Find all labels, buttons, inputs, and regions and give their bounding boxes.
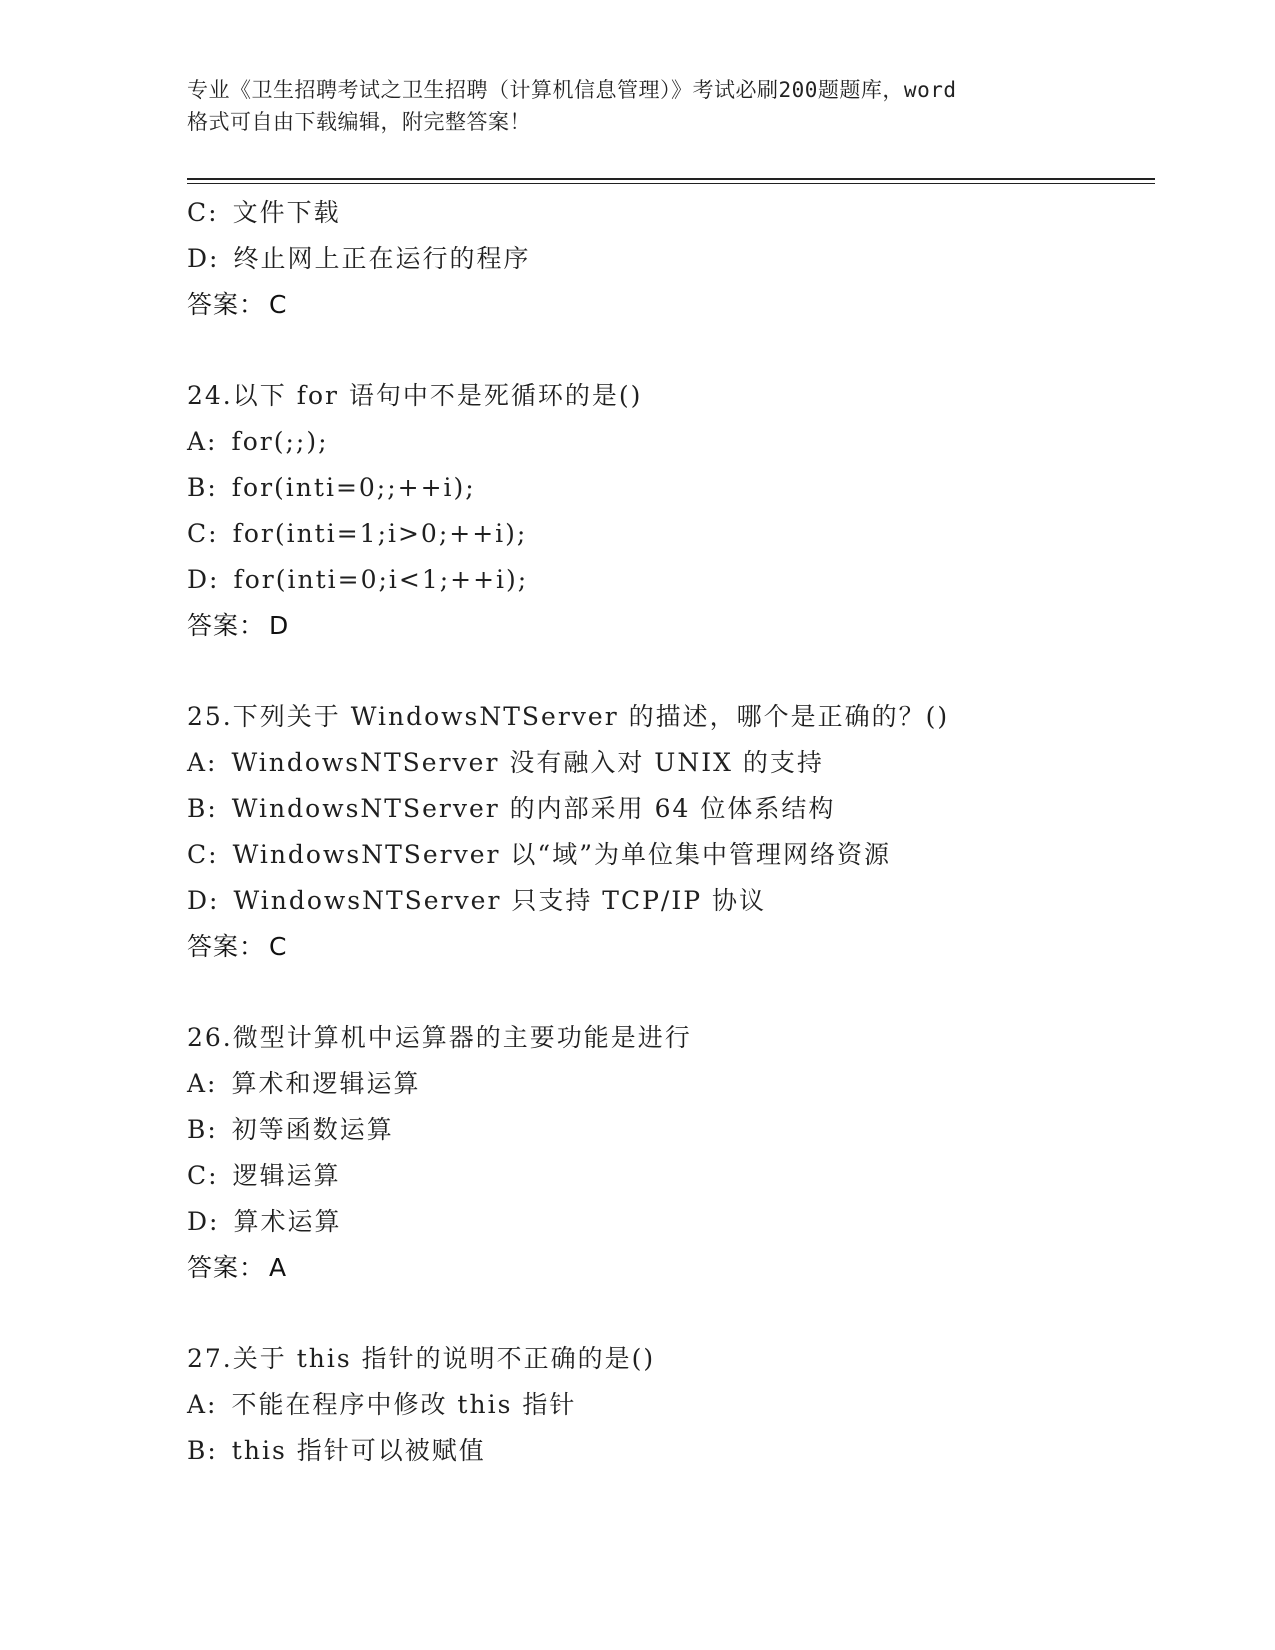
option-label: D:: [187, 886, 220, 915]
answer-line: [187, 924, 1155, 970]
header-divider-thick: [187, 178, 1155, 180]
option-b: [187, 786, 1155, 832]
option-text: this 指针可以被赋值: [231, 1436, 486, 1465]
option-text: 算术运算: [233, 1207, 342, 1236]
option-text: WindowsNTServer 没有融入对 UNIX 的支持: [231, 748, 824, 777]
answer-line: [187, 603, 1155, 649]
question-block-25: [187, 694, 1155, 970]
spacer: [187, 649, 1155, 694]
header-divider-thin: [187, 183, 1155, 184]
option-label: C:: [187, 840, 219, 869]
option-text: WindowsNTServer 以“域”为单位集中管理网络资源: [232, 840, 891, 869]
option-label: B:: [187, 1436, 218, 1465]
option-a: [187, 1382, 1155, 1428]
question-block-partial: [187, 190, 1155, 328]
question-number: 26.: [187, 1023, 233, 1052]
header-line-1: 专业《卫生招聘考试之卫生招聘（计算机信息管理）》考试必刷200题题库，word: [187, 78, 957, 102]
option-text: 文件下载: [232, 198, 341, 227]
question-text: 以下 for 语句中不是死循环的是(): [232, 381, 643, 410]
question-block-26: [187, 1015, 1155, 1291]
answer-value: D: [269, 611, 290, 640]
answer-label: 答案：: [187, 932, 266, 961]
answer-value: C: [269, 932, 288, 961]
option-label: B:: [187, 473, 218, 502]
option-b: [187, 465, 1155, 511]
option-label: B:: [187, 1115, 218, 1144]
answer-label: 答案：: [187, 1253, 266, 1282]
option-text: for(inti=1;i>0;++i);: [232, 519, 528, 548]
spacer: [187, 970, 1155, 1015]
option-text: 不能在程序中修改 this 指针: [231, 1390, 577, 1419]
answer-value: C: [269, 290, 288, 319]
option-text: for(;;);: [231, 427, 329, 456]
option-d: [187, 878, 1155, 924]
question-text: 关于 this 指针的说明不正确的是(): [232, 1344, 656, 1373]
option-c: [187, 832, 1155, 878]
question-text: 微型计算机中运算器的主要功能是进行: [232, 1023, 692, 1052]
answer-value: A: [269, 1253, 288, 1282]
option-b: [187, 1428, 1155, 1474]
option-label: D:: [187, 244, 220, 273]
question-stem: [187, 373, 1155, 419]
option-a: [187, 419, 1155, 465]
document-header: [187, 74, 1087, 138]
option-text: WindowsNTServer 的内部采用 64 位体系结构: [231, 794, 836, 823]
option-label: C:: [187, 1161, 219, 1190]
option-label: A:: [187, 1069, 218, 1098]
option-text: WindowsNTServer 只支持 TCP/IP 协议: [233, 886, 766, 915]
question-stem: [187, 1336, 1155, 1382]
question-stem: [187, 694, 1155, 740]
question-list: [187, 190, 1155, 1474]
option-text: 逻辑运算: [232, 1161, 341, 1190]
question-number: 25.: [187, 702, 233, 731]
option-label: A:: [187, 1390, 218, 1419]
option-label: D:: [187, 565, 220, 594]
option-text: for(inti=0;i<1;++i);: [233, 565, 529, 594]
answer-label: 答案：: [187, 290, 266, 319]
header-line-2: 格式可自由下载编辑，附完整答案！: [187, 110, 531, 134]
question-block-27: [187, 1336, 1155, 1474]
option-a: [187, 740, 1155, 786]
option-b: [187, 1107, 1155, 1153]
option-text: 算术和逻辑运算: [231, 1069, 421, 1098]
option-label: C:: [187, 519, 219, 548]
option-c: [187, 1153, 1155, 1199]
spacer: [187, 328, 1155, 373]
option-d: [187, 236, 1155, 282]
option-d: [187, 1199, 1155, 1245]
answer-label: 答案：: [187, 611, 266, 640]
spacer: [187, 1291, 1155, 1336]
question-number: 24.: [187, 381, 233, 410]
option-c: [187, 190, 1155, 236]
option-label: A:: [187, 427, 218, 456]
option-label: B:: [187, 794, 218, 823]
option-d: [187, 557, 1155, 603]
question-number: 27.: [187, 1344, 233, 1373]
answer-line: [187, 1245, 1155, 1291]
option-label: D:: [187, 1207, 220, 1236]
option-c: [187, 511, 1155, 557]
option-a: [187, 1061, 1155, 1107]
option-text: 初等函数运算: [231, 1115, 394, 1144]
option-label: C:: [187, 198, 219, 227]
question-block-24: [187, 373, 1155, 649]
answer-line: [187, 282, 1155, 328]
option-label: A:: [187, 748, 218, 777]
option-text: 终止网上正在运行的程序: [233, 244, 531, 273]
question-stem: [187, 1015, 1155, 1061]
question-text: 下列关于 WindowsNTServer 的描述，哪个是正确的？(): [232, 702, 950, 731]
option-text: for(inti=0;;++i);: [231, 473, 476, 502]
